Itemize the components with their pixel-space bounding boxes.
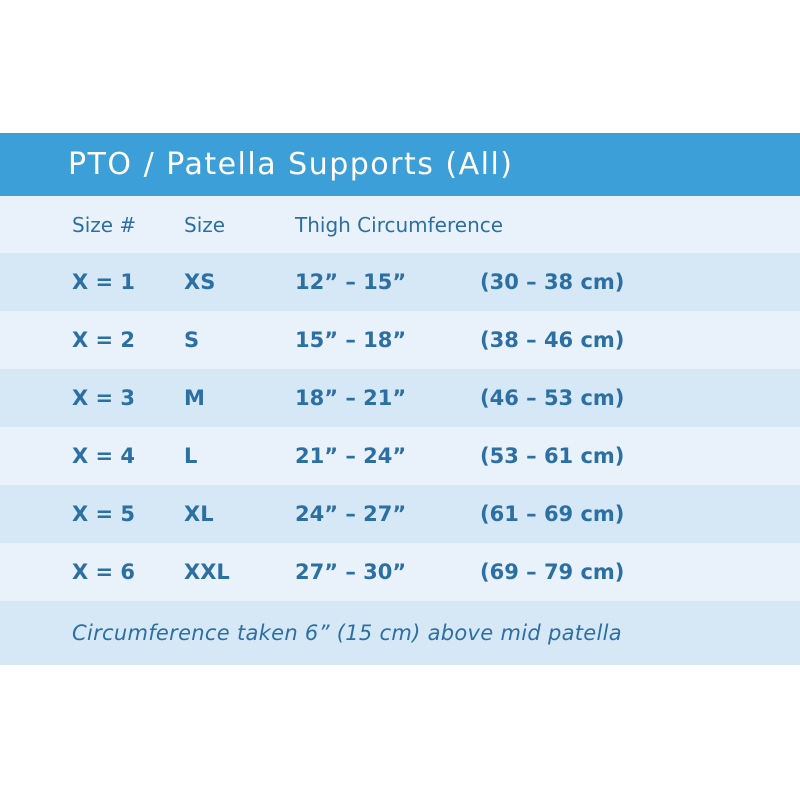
cm-cell: (69 – 79 cm) [480,560,625,584]
table-row [0,485,800,543]
cm-cell: (53 – 61 cm) [480,444,625,468]
size-chart [0,133,800,665]
table-row [0,311,800,369]
cm-cell: (30 – 38 cm) [480,270,625,294]
chart-title: PTO / Patella Supports (All) [68,147,514,182]
size-cell: S [184,328,200,352]
inches-cell: 18” – 21” [295,386,407,410]
inches-cell: 15” – 18” [295,328,407,352]
size-number-cell: X = 2 [72,328,136,352]
table-header-row [0,196,800,253]
size-cell: XL [184,502,214,526]
size-number-cell: X = 5 [72,502,136,526]
inches-cell: 12” – 15” [295,270,407,294]
size-cell: L [184,444,198,468]
title-bar [0,133,800,196]
cm-cell: (61 – 69 cm) [480,502,625,526]
size-number-cell: X = 1 [72,270,136,294]
cm-cell: (46 – 53 cm) [480,386,625,410]
header-size-number: Size # [72,212,137,237]
table-row [0,427,800,485]
header-size: Size [184,212,226,237]
inches-cell: 21” – 24” [295,444,407,468]
size-number-cell: X = 3 [72,386,136,410]
table-row [0,253,800,311]
size-cell: XXL [184,560,230,584]
table-row [0,543,800,601]
size-number-cell: X = 4 [72,444,136,468]
header-thigh-circumference: Thigh Circumference [295,212,504,237]
inches-cell: 24” – 27” [295,502,407,526]
table-row [0,369,800,427]
footnote-row [0,601,800,665]
size-cell: XS [184,270,216,294]
cm-cell: (38 – 46 cm) [480,328,625,352]
measurement-note: Circumference taken 6” (15 cm) above mid patella [72,621,622,645]
inches-cell: 27” – 30” [295,560,407,584]
size-number-cell: X = 6 [72,560,136,584]
size-cell: M [184,386,205,410]
